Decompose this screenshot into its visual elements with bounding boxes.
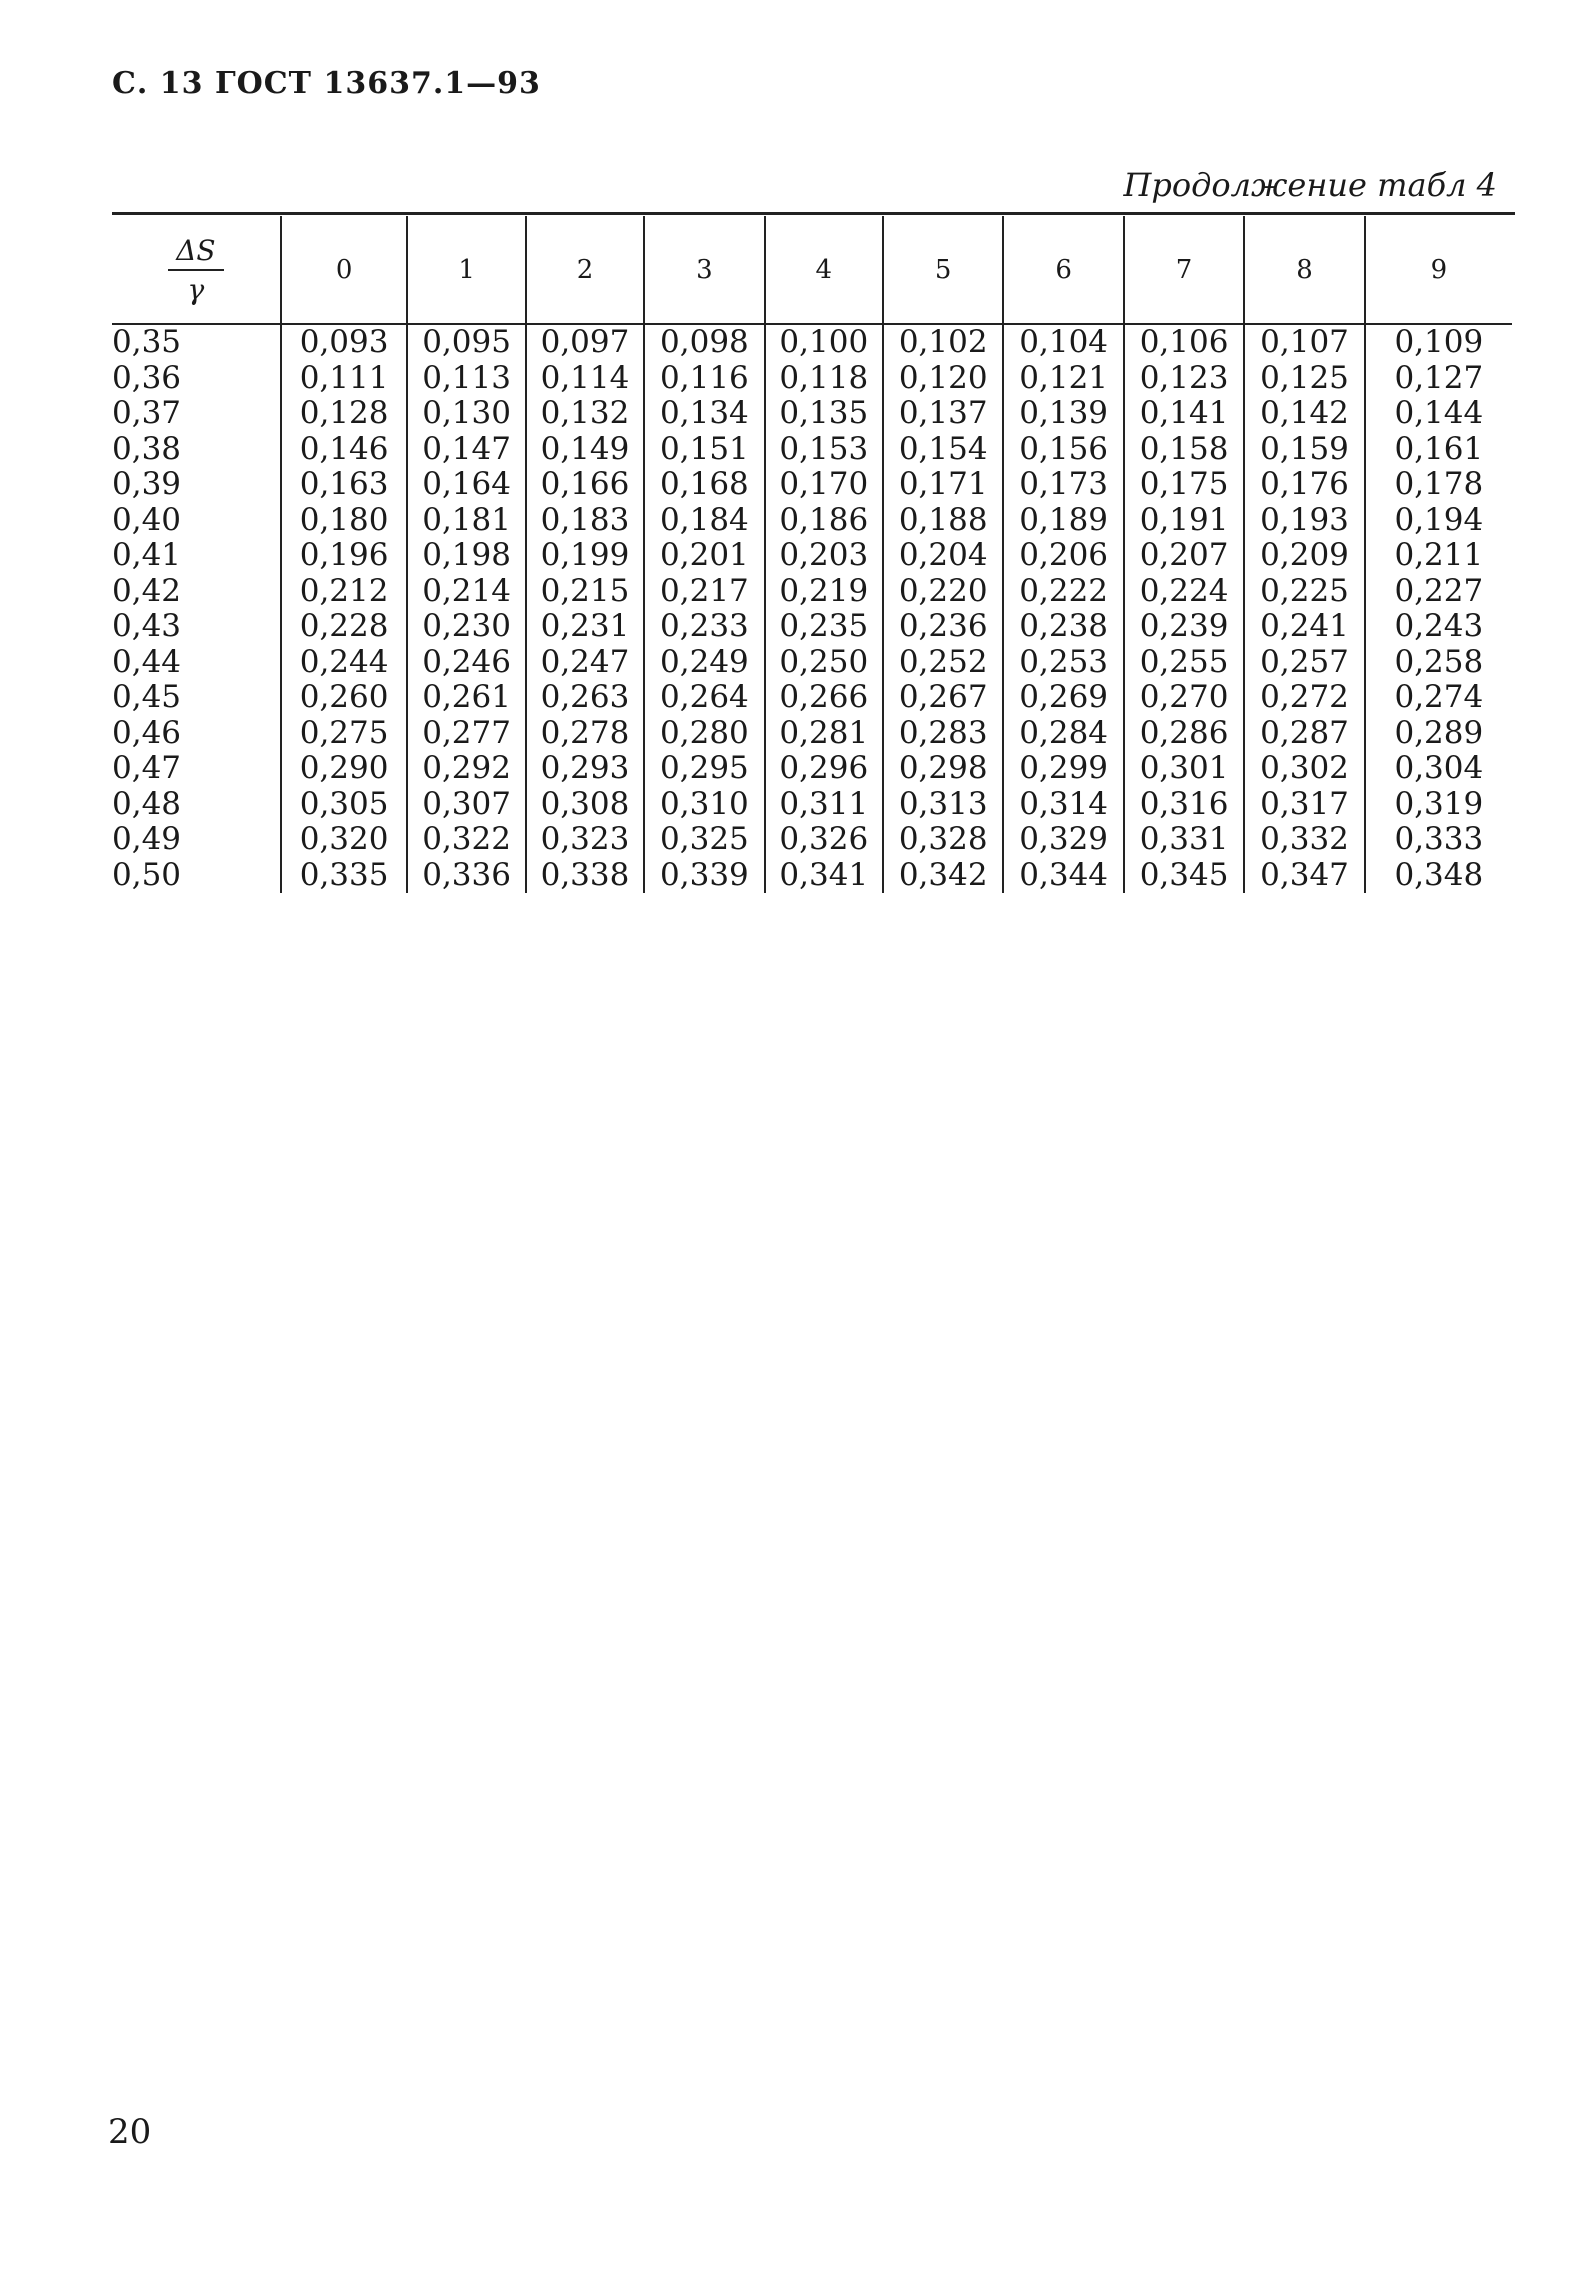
- table-cell: 0,203: [765, 538, 883, 574]
- table-cell: 0,236: [883, 609, 1003, 645]
- table-cell: 0,207: [1124, 538, 1244, 574]
- table-cell: 0,206: [1003, 538, 1123, 574]
- page-header: С. 13 ГОСТ 13637.1—93: [112, 66, 541, 101]
- table-cell: 0,163: [281, 467, 408, 503]
- table-cell: 0,156: [1003, 432, 1123, 468]
- table-cell: 0,274: [1365, 680, 1512, 716]
- table-cell: 0,313: [883, 787, 1003, 823]
- table-cell: 0,109: [1365, 324, 1512, 361]
- row-argument: 0,46: [112, 714, 182, 751]
- argument-denominator: γ: [187, 272, 205, 306]
- table-header-row: [112, 216, 1512, 324]
- table-cell: 0,331: [1124, 822, 1244, 858]
- table-cell: 0,228: [281, 609, 408, 645]
- table-cell: 0,181: [407, 503, 525, 539]
- table-cell: 0,241: [1244, 609, 1364, 645]
- row-argument: 0,49: [112, 821, 182, 857]
- table-cell: 0,301: [1124, 751, 1244, 787]
- table-cell: 0,098: [644, 324, 764, 361]
- table-cell: 0,141: [1124, 396, 1244, 432]
- values-table: [112, 216, 1512, 893]
- table-cell: 0,329: [1003, 822, 1123, 858]
- table-cell: 0,280: [644, 716, 764, 752]
- table-cell: 0,293: [526, 751, 644, 787]
- table-cell: 0,231: [526, 609, 644, 645]
- table-cell: 0,295: [644, 751, 764, 787]
- column-header: 6: [1003, 216, 1123, 324]
- table-row: [112, 609, 1512, 645]
- table-row: [112, 396, 1512, 432]
- row-argument: 0,36: [112, 359, 182, 396]
- table-cell: 0,212: [281, 574, 408, 610]
- table-row: [112, 467, 1512, 503]
- table-cell: 0,159: [1244, 432, 1364, 468]
- row-argument: 0,45: [112, 679, 182, 715]
- table-cell: 0,344: [1003, 858, 1123, 894]
- table-cell: 0,137: [883, 396, 1003, 432]
- table-cell: 0,151: [644, 432, 764, 468]
- table-cell: 0,176: [1244, 467, 1364, 503]
- table-cell: 0,269: [1003, 680, 1123, 716]
- table-row: [112, 432, 1512, 468]
- row-argument: 0,42: [112, 572, 182, 609]
- table-cell: 0,201: [644, 538, 764, 574]
- row-argument: 0,37: [112, 395, 182, 431]
- table-cell: 0,302: [1244, 751, 1364, 787]
- table-cell: 0,278: [526, 716, 644, 752]
- table-cell: 0,261: [407, 680, 525, 716]
- table-cell: 0,222: [1003, 574, 1123, 610]
- table-cell: 0,093: [281, 324, 408, 361]
- table-cell: 0,189: [1003, 503, 1123, 539]
- table-cell: 0,246: [407, 645, 525, 681]
- table-cell: 0,253: [1003, 645, 1123, 681]
- table-cell: 0,102: [883, 324, 1003, 361]
- table-row: [112, 645, 1512, 681]
- column-header: 9: [1365, 216, 1512, 324]
- table-cell: 0,130: [407, 396, 525, 432]
- table-cell: 0,266: [765, 680, 883, 716]
- table-cell: 0,305: [281, 787, 408, 823]
- table-cell: 0,116: [644, 361, 764, 397]
- table-row: [112, 822, 1512, 858]
- table-cell: 0,299: [1003, 751, 1123, 787]
- table-cell: 0,142: [1244, 396, 1364, 432]
- row-argument: 0,35: [112, 324, 182, 360]
- table-cell: 0,316: [1124, 787, 1244, 823]
- table-cell: 0,170: [765, 467, 883, 503]
- table-caption: Продолжение табл 4: [1123, 166, 1497, 204]
- table-cell: 0,100: [765, 324, 883, 361]
- table-cell: 0,106: [1124, 324, 1244, 361]
- table-cell: 0,314: [1003, 787, 1123, 823]
- table-cell: 0,326: [765, 822, 883, 858]
- table-cell: 0,328: [883, 822, 1003, 858]
- table-cell: 0,198: [407, 538, 525, 574]
- table-cell: 0,149: [526, 432, 644, 468]
- table-cell: 0,281: [765, 716, 883, 752]
- table-cell: 0,298: [883, 751, 1003, 787]
- table-cell: 0,125: [1244, 361, 1364, 397]
- table-cell: 0,113: [407, 361, 525, 397]
- table-cell: 0,121: [1003, 361, 1123, 397]
- table-cell: 0,345: [1124, 858, 1244, 894]
- table-cell: 0,244: [281, 645, 408, 681]
- table-cell: 0,224: [1124, 574, 1244, 610]
- column-header: 5: [883, 216, 1003, 324]
- table-cell: 0,247: [526, 645, 644, 681]
- row-argument: 0,43: [112, 608, 182, 644]
- argument-numerator: ΔS: [168, 234, 223, 271]
- table-cell: 0,341: [765, 858, 883, 894]
- table-cell: 0,342: [883, 858, 1003, 894]
- row-argument: 0,38: [112, 430, 182, 467]
- table-cell: 0,215: [526, 574, 644, 610]
- table-cell: 0,161: [1365, 432, 1512, 468]
- table-cell: 0,196: [281, 538, 408, 574]
- table-cell: 0,257: [1244, 645, 1364, 681]
- table-cell: 0,284: [1003, 716, 1123, 752]
- table-cell: 0,319: [1365, 787, 1512, 823]
- table-cell: 0,289: [1365, 716, 1512, 752]
- table-cell: 0,296: [765, 751, 883, 787]
- table-cell: 0,307: [407, 787, 525, 823]
- table-cell: 0,104: [1003, 324, 1123, 361]
- table-cell: 0,180: [281, 503, 408, 539]
- table-cell: 0,166: [526, 467, 644, 503]
- column-header: 0: [281, 216, 408, 324]
- table-cell: 0,322: [407, 822, 525, 858]
- table-cell: 0,153: [765, 432, 883, 468]
- row-argument: 0,47: [112, 750, 182, 786]
- table-cell: 0,308: [526, 787, 644, 823]
- table-cell: 0,154: [883, 432, 1003, 468]
- table-cell: 0,275: [281, 716, 408, 752]
- table-cell: 0,332: [1244, 822, 1364, 858]
- table-cell: 0,325: [644, 822, 764, 858]
- table-cell: 0,233: [644, 609, 764, 645]
- table-cell: 0,211: [1365, 538, 1512, 574]
- table-cell: 0,127: [1365, 361, 1512, 397]
- table-cell: 0,263: [526, 680, 644, 716]
- table-cell: 0,173: [1003, 467, 1123, 503]
- row-argument: 0,44: [112, 643, 182, 680]
- table-cell: 0,183: [526, 503, 644, 539]
- table-cell: 0,235: [765, 609, 883, 645]
- row-argument: 0,48: [112, 785, 182, 822]
- table-cell: 0,184: [644, 503, 764, 539]
- table-cell: 0,144: [1365, 396, 1512, 432]
- table-row: [112, 858, 1512, 894]
- argument-header: [112, 216, 281, 324]
- table-row: [112, 324, 1512, 361]
- table-row: [112, 574, 1512, 610]
- table-row: [112, 787, 1512, 823]
- table-cell: 0,264: [644, 680, 764, 716]
- column-header: 8: [1244, 216, 1364, 324]
- table-cell: 0,260: [281, 680, 408, 716]
- table-top-rule: [112, 212, 1515, 215]
- table-cell: 0,139: [1003, 396, 1123, 432]
- column-header: 2: [526, 216, 644, 324]
- column-header: 3: [644, 216, 764, 324]
- table-cell: 0,118: [765, 361, 883, 397]
- argument-fraction: [168, 234, 223, 306]
- table-cell: 0,204: [883, 538, 1003, 574]
- table-cell: 0,230: [407, 609, 525, 645]
- table-body: [112, 324, 1512, 893]
- table-cell: 0,193: [1244, 503, 1364, 539]
- table-cell: 0,249: [644, 645, 764, 681]
- table-cell: 0,338: [526, 858, 644, 894]
- table-cell: 0,175: [1124, 467, 1244, 503]
- column-header: 4: [765, 216, 883, 324]
- row-argument: 0,39: [112, 466, 182, 502]
- table-cell: 0,252: [883, 645, 1003, 681]
- row-argument: 0,40: [112, 501, 182, 538]
- table-cell: 0,214: [407, 574, 525, 610]
- table-cell: 0,128: [281, 396, 408, 432]
- table-cell: 0,287: [1244, 716, 1364, 752]
- table-cell: 0,168: [644, 467, 764, 503]
- table-cell: 0,333: [1365, 822, 1512, 858]
- table-cell: 0,238: [1003, 609, 1123, 645]
- table-cell: 0,219: [765, 574, 883, 610]
- table-cell: 0,323: [526, 822, 644, 858]
- table-cell: 0,178: [1365, 467, 1512, 503]
- table-cell: 0,270: [1124, 680, 1244, 716]
- table-cell: 0,123: [1124, 361, 1244, 397]
- table-cell: 0,134: [644, 396, 764, 432]
- table-cell: 0,286: [1124, 716, 1244, 752]
- table-cell: 0,335: [281, 858, 408, 894]
- table-cell: 0,114: [526, 361, 644, 397]
- table-cell: 0,171: [883, 467, 1003, 503]
- table-cell: 0,227: [1365, 574, 1512, 610]
- table-cell: 0,336: [407, 858, 525, 894]
- table-cell: 0,209: [1244, 538, 1364, 574]
- table-cell: 0,188: [883, 503, 1003, 539]
- table-cell: 0,225: [1244, 574, 1364, 610]
- table-cell: 0,339: [644, 858, 764, 894]
- table-cell: 0,191: [1124, 503, 1244, 539]
- table-cell: 0,146: [281, 432, 408, 468]
- table-cell: 0,292: [407, 751, 525, 787]
- table-cell: 0,283: [883, 716, 1003, 752]
- table-cell: 0,095: [407, 324, 525, 361]
- table-cell: 0,267: [883, 680, 1003, 716]
- table-row: [112, 538, 1512, 574]
- table-row: [112, 503, 1512, 539]
- table-cell: 0,147: [407, 432, 525, 468]
- table-cell: 0,243: [1365, 609, 1512, 645]
- table-cell: 0,250: [765, 645, 883, 681]
- table-cell: 0,239: [1124, 609, 1244, 645]
- table-cell: 0,304: [1365, 751, 1512, 787]
- table-cell: 0,272: [1244, 680, 1364, 716]
- table-cell: 0,158: [1124, 432, 1244, 468]
- table-cell: 0,111: [281, 361, 408, 397]
- row-argument: 0,50: [112, 856, 182, 893]
- table-cell: 0,310: [644, 787, 764, 823]
- table-cell: 0,120: [883, 361, 1003, 397]
- table-cell: 0,347: [1244, 858, 1364, 894]
- table-cell: 0,199: [526, 538, 644, 574]
- table-cell: 0,217: [644, 574, 764, 610]
- page-number: 20: [108, 2112, 152, 2152]
- row-argument: 0,41: [112, 537, 182, 573]
- column-header: 1: [407, 216, 525, 324]
- table-cell: 0,258: [1365, 645, 1512, 681]
- table-cell: 0,290: [281, 751, 408, 787]
- table-cell: 0,348: [1365, 858, 1512, 894]
- table-cell: 0,097: [526, 324, 644, 361]
- table-cell: 0,186: [765, 503, 883, 539]
- table-row: [112, 716, 1512, 752]
- table-cell: 0,164: [407, 467, 525, 503]
- table-row: [112, 680, 1512, 716]
- table-cell: 0,255: [1124, 645, 1244, 681]
- table-cell: 0,135: [765, 396, 883, 432]
- table-cell: 0,277: [407, 716, 525, 752]
- table-cell: 0,317: [1244, 787, 1364, 823]
- table-cell: 0,132: [526, 396, 644, 432]
- table-cell: 0,107: [1244, 324, 1364, 361]
- column-header: 7: [1124, 216, 1244, 324]
- table-cell: 0,320: [281, 822, 408, 858]
- table-cell: 0,194: [1365, 503, 1512, 539]
- table-cell: 0,311: [765, 787, 883, 823]
- table-row: [112, 751, 1512, 787]
- table-cell: 0,220: [883, 574, 1003, 610]
- table-row: [112, 361, 1512, 397]
